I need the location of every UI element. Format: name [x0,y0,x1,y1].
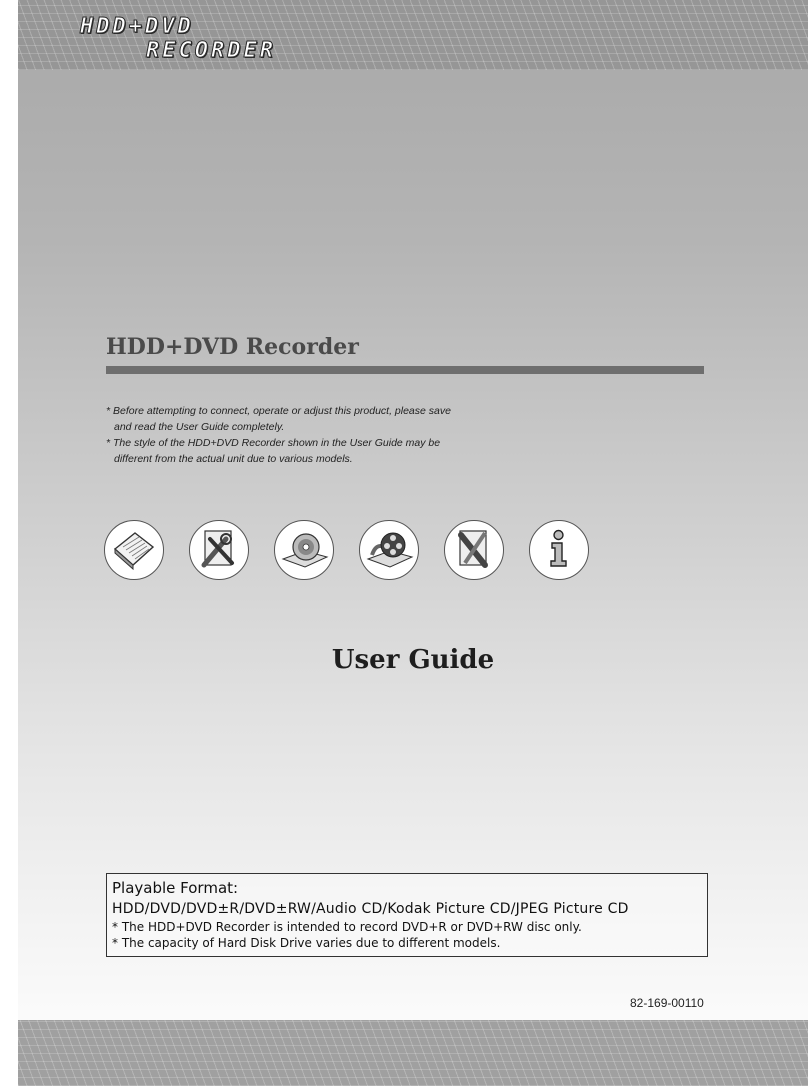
playable-format-note-2: * The capacity of Hard Disk Drive varies due to different models. [112,936,501,950]
playable-format-title: Playable Format: [112,879,239,897]
document-code: 82-169-00110 [630,996,704,1010]
pencil-ruler-icon [444,520,504,580]
footer-band [18,1020,808,1086]
cover-page [18,0,808,1086]
note-line-2: and read the User Guide completely. [114,421,285,433]
playable-format-note-1: * The HDD+DVD Recorder is intended to record DVD+R or DVD+RW disc only. [112,920,582,934]
brand-logo [80,16,400,64]
section-icons [104,520,604,586]
brand-line-2: RECORDER [146,38,276,63]
film-reel-player-icon [359,520,419,580]
note-line-4: different from the actual unit due to various models. [114,453,353,465]
manual-book-icon [104,520,164,580]
playable-format-box [106,873,708,957]
notes [106,403,466,467]
tools-icon [189,520,249,580]
disc-player-icon [274,520,334,580]
title-rule [106,366,704,374]
guide-title: User Guide [331,645,495,675]
product-title: HDD+DVD Recorder [106,334,359,360]
brand-line-1: HDD+DVD [80,14,194,39]
note-line-3: * The style of the HDD+DVD Recorder shown in the User Guide may be [106,437,441,449]
note-line-1: * Before attempting to connect, operate or adjust this product, please save [106,405,451,417]
playable-format-list: HDD/DVD/DVD±R/DVD±RW/Audio CD/Kodak Picture CD/JPEG Picture CD [112,901,629,917]
info-icon [529,520,589,580]
